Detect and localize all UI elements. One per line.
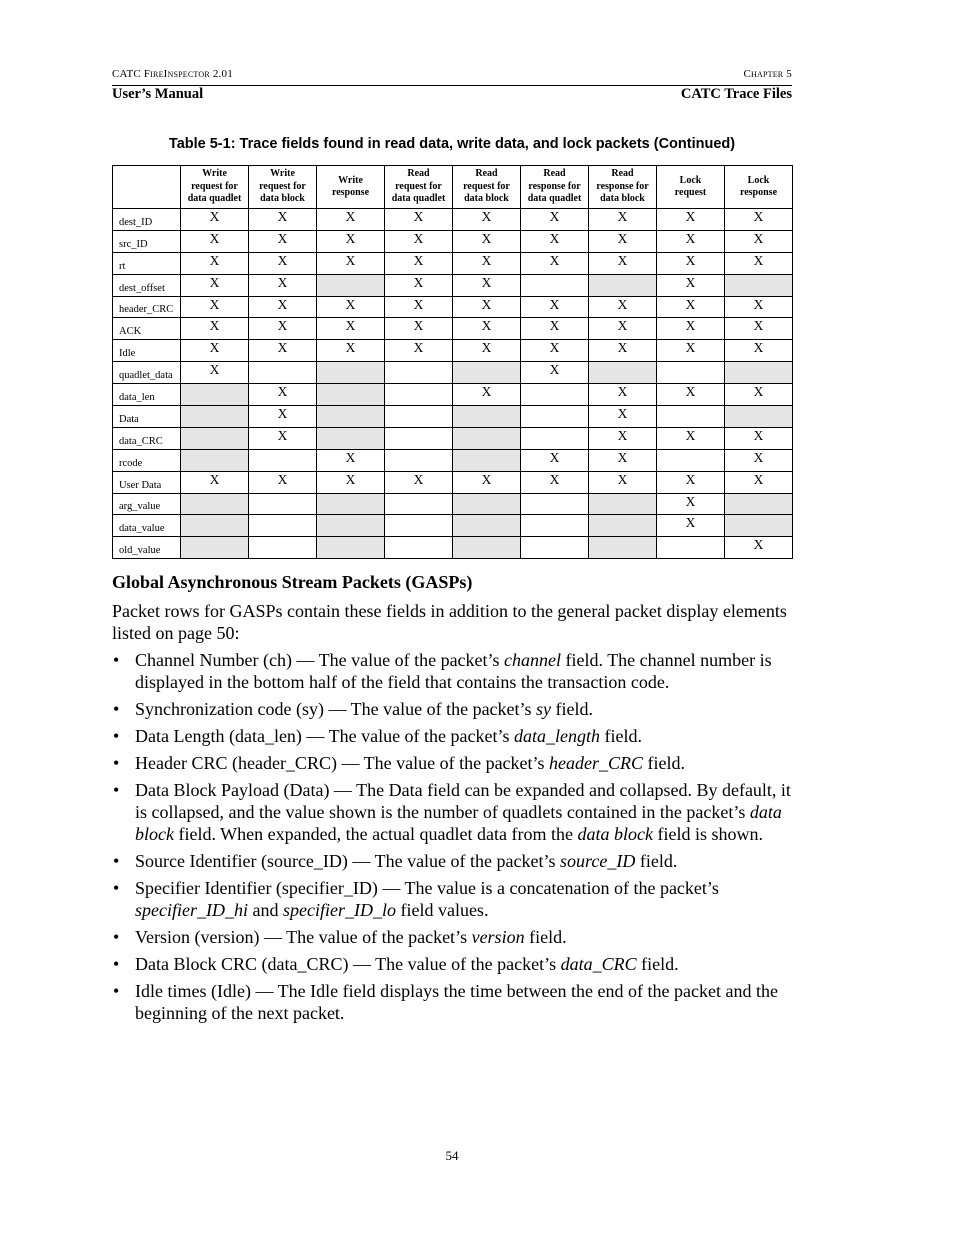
column-header-line: response: [739, 187, 778, 198]
table-cell: X: [521, 471, 589, 493]
table-cell: X: [453, 252, 521, 274]
row-label: old_value: [113, 537, 181, 559]
table-cell: X: [589, 296, 657, 318]
table-cell: [589, 362, 657, 384]
column-header: [385, 166, 453, 209]
product-name: CATC FireInspector 2.01: [112, 68, 233, 80]
table-cell: X: [385, 274, 453, 296]
table-cell: [385, 449, 453, 471]
table-cell: X: [589, 427, 657, 449]
bullet-item: [112, 698, 792, 720]
table-cell: X: [657, 471, 725, 493]
table-cell: X: [249, 340, 317, 362]
table-cell: X: [181, 318, 249, 340]
table-cell: X: [249, 427, 317, 449]
table-cell: X: [249, 274, 317, 296]
field-name-italic: channel: [504, 650, 562, 670]
table-row: [113, 296, 793, 318]
table-cell: X: [181, 340, 249, 362]
table-cell: [317, 537, 385, 559]
table-cell: X: [589, 252, 657, 274]
table-cell: [725, 362, 793, 384]
table-row: [113, 515, 793, 537]
table-cell: [317, 384, 385, 406]
bullet-text: field.: [524, 927, 567, 947]
table-cell: X: [521, 209, 589, 231]
table-cell: X: [657, 427, 725, 449]
table-row: [113, 384, 793, 406]
table-row: [113, 449, 793, 471]
bullet-text: and: [247, 900, 283, 920]
table-cell: [249, 537, 317, 559]
bullet-dot-icon: •: [113, 753, 120, 773]
table-cell: X: [725, 427, 793, 449]
table-cell: [181, 537, 249, 559]
row-label: Idle: [113, 340, 181, 362]
bullet-text: Data Length (data_len) — The value of the packet’s: [135, 726, 515, 746]
table-cell: [657, 362, 725, 384]
table-cell: X: [317, 449, 385, 471]
table-cell: [317, 515, 385, 537]
table-cell: X: [453, 230, 521, 252]
table-cell: [385, 537, 453, 559]
field-name-italic: sy: [536, 699, 552, 719]
table-cell: X: [589, 230, 657, 252]
table-cell: [385, 384, 453, 406]
table-cell: X: [725, 252, 793, 274]
table-cell: [589, 537, 657, 559]
table-cell: X: [317, 230, 385, 252]
column-header-line: response: [331, 187, 370, 198]
column-header-line: Read: [407, 168, 430, 180]
row-label: data_value: [113, 515, 181, 537]
table-cell: X: [521, 252, 589, 274]
field-name-italic: specifier_ID_hi: [135, 900, 248, 920]
table-cell: [521, 537, 589, 559]
row-label: quadlet_data: [113, 362, 181, 384]
table-cell: X: [181, 252, 249, 274]
table-cell: X: [657, 230, 725, 252]
column-header-line: response for: [528, 180, 581, 192]
table-cell: [181, 515, 249, 537]
bullet-text: field.: [635, 851, 678, 871]
table-cell: X: [589, 384, 657, 406]
table-cell: [657, 537, 725, 559]
table-cell: [249, 493, 317, 515]
table-cell: X: [181, 471, 249, 493]
field-name-italic: data block: [135, 802, 782, 844]
field-name-italic: source_ID: [560, 851, 636, 871]
table-cell: X: [453, 318, 521, 340]
table-cell: X: [453, 274, 521, 296]
bullet-item: [112, 752, 792, 774]
table-cell: [453, 493, 521, 515]
table-cell: [317, 362, 385, 384]
table-cell: [453, 406, 521, 428]
running-header-bottom: [112, 86, 792, 103]
table-cell: [589, 493, 657, 515]
column-header: [249, 166, 317, 209]
row-label: Data: [113, 406, 181, 428]
manual-title: User’s Manual: [112, 86, 204, 102]
table-cell: X: [385, 296, 453, 318]
table-cell: X: [725, 209, 793, 231]
table-cell: [521, 515, 589, 537]
table-cell: X: [385, 252, 453, 274]
table-cell: X: [453, 209, 521, 231]
table-cell: [453, 537, 521, 559]
table-cell: X: [725, 230, 793, 252]
table-cell: X: [589, 449, 657, 471]
table-cell: X: [181, 274, 249, 296]
table-cell: X: [521, 340, 589, 362]
table-cell: [181, 493, 249, 515]
table-cell: [453, 515, 521, 537]
table-cell: [317, 427, 385, 449]
bullet-text: field. The channel number is displayed in the bottom half of the field that contains the transaction code.: [135, 650, 772, 692]
column-header: [589, 166, 657, 209]
bullet-text: Channel Number (ch) — The value of the packet’s: [135, 650, 505, 670]
bullet-item: [112, 649, 792, 693]
table-cell: [725, 515, 793, 537]
table-cell: X: [181, 209, 249, 231]
table-cell: X: [657, 252, 725, 274]
bullet-item: [112, 953, 792, 975]
table-cell: X: [249, 230, 317, 252]
table-cell: X: [657, 209, 725, 231]
table-cell: X: [589, 318, 657, 340]
table-cell: X: [521, 296, 589, 318]
table-cell: X: [317, 471, 385, 493]
column-header-line: Read: [543, 168, 566, 180]
column-header-line: request for: [191, 180, 238, 192]
bullet-text: field. When expanded, the actual quadlet data from the: [173, 824, 578, 844]
table-cell: X: [589, 406, 657, 428]
table-row: [113, 209, 793, 231]
table-row: [113, 230, 793, 252]
row-label: src_ID: [113, 230, 181, 252]
table-row: [113, 406, 793, 428]
table-row: [113, 493, 793, 515]
table-cell: [657, 406, 725, 428]
table-cell: [385, 493, 453, 515]
table-cell: [521, 406, 589, 428]
column-header-line: data quadlet: [391, 193, 446, 205]
table-cell: X: [385, 209, 453, 231]
bullet-text: field values.: [395, 900, 489, 920]
column-header: [317, 166, 385, 209]
column-header-line: request for: [395, 180, 442, 192]
bullet-dot-icon: •: [113, 650, 120, 670]
table-cell: [725, 406, 793, 428]
column-header: [453, 166, 521, 209]
chapter-label: Chapter 5: [743, 68, 792, 80]
table-cell: X: [725, 318, 793, 340]
table-cell: X: [521, 449, 589, 471]
column-header-line: request: [674, 187, 707, 198]
table-cell: [181, 427, 249, 449]
table-cell: [385, 515, 453, 537]
row-label: dest_ID: [113, 209, 181, 231]
table-cell: X: [589, 340, 657, 362]
column-header: [521, 166, 589, 209]
bullet-text: Idle times (Idle) — The Idle field displays the time between the end of the packet and the beginning of the next packet.: [135, 981, 778, 1023]
table-cell: [725, 493, 793, 515]
table-cell: [385, 406, 453, 428]
table-cell: X: [317, 296, 385, 318]
bullet-text: Version (version) — The value of the packet’s: [135, 927, 472, 947]
running-header-top: [112, 68, 792, 84]
bullet-item: [112, 980, 792, 1024]
table-cell: X: [385, 471, 453, 493]
table-cell: [589, 515, 657, 537]
bullet-dot-icon: •: [113, 851, 120, 871]
table-cell: X: [453, 340, 521, 362]
bullet-dot-icon: •: [113, 981, 120, 1001]
column-header-line: data block: [600, 193, 645, 205]
bullet-text: Header CRC (header_CRC) — The value of the packet’s: [135, 753, 550, 773]
column-header-line: data block: [260, 193, 305, 205]
bullet-item: [112, 779, 792, 845]
table-cell: X: [589, 209, 657, 231]
table-cell: [249, 515, 317, 537]
bullet-text: field.: [600, 726, 643, 746]
bullet-item: [112, 850, 792, 872]
column-header-line: Read: [475, 168, 498, 180]
table-cell: [521, 274, 589, 296]
table-cell: X: [249, 406, 317, 428]
column-header-line: request for: [463, 180, 510, 192]
bullet-text: Data Block Payload (Data) — The Data field can be expanded and collapsed. By default, it is collapsed, and the value shown is the number of quadlets contained in the packet’s: [135, 780, 791, 822]
table-cell: [385, 362, 453, 384]
table-cell: [181, 449, 249, 471]
section-heading: Global Asynchronous Stream Packets (GASPs): [112, 572, 473, 592]
table-cell: X: [657, 515, 725, 537]
field-name-italic: header_CRC: [549, 753, 644, 773]
table-row: [113, 362, 793, 384]
row-label: arg_value: [113, 493, 181, 515]
bullet-text: Synchronization code (sy) — The value of the packet’s: [135, 699, 537, 719]
table-cell: [317, 274, 385, 296]
table-row: [113, 340, 793, 362]
table-cell: X: [317, 340, 385, 362]
bullet-dot-icon: •: [113, 954, 120, 974]
table-header-row: [113, 166, 793, 209]
row-label: ACK: [113, 318, 181, 340]
table-cell: X: [181, 296, 249, 318]
table-cell: X: [317, 209, 385, 231]
table-row: [113, 274, 793, 296]
table-cell: X: [657, 318, 725, 340]
field-bullet-list: [112, 649, 792, 1029]
table-cell: X: [249, 209, 317, 231]
table-cell: [453, 449, 521, 471]
row-label: dest_offset: [113, 274, 181, 296]
bullet-dot-icon: •: [113, 780, 120, 800]
table-cell: [657, 449, 725, 471]
column-header-line: data quadlet: [187, 193, 242, 205]
table-cell: X: [317, 318, 385, 340]
table-cell: [521, 493, 589, 515]
table-cell: X: [725, 449, 793, 471]
table-cell: X: [657, 274, 725, 296]
table-row: [113, 471, 793, 493]
bullet-item: [112, 926, 792, 948]
row-label: header_CRC: [113, 296, 181, 318]
column-header-line: data quadlet: [527, 193, 582, 205]
table-cell: X: [385, 230, 453, 252]
row-label: data_CRC: [113, 427, 181, 449]
table-row: [113, 252, 793, 274]
column-header-line: response for: [596, 180, 649, 192]
table-cell: [521, 427, 589, 449]
table-cell: X: [657, 340, 725, 362]
table-row: [113, 537, 793, 559]
table-row: [113, 427, 793, 449]
table-cell: [317, 406, 385, 428]
bullet-item: [112, 877, 792, 921]
bullet-dot-icon: •: [113, 726, 120, 746]
column-header-line: Write: [202, 168, 227, 180]
column-header: [181, 166, 249, 209]
section-title: CATC Trace Files: [680, 86, 792, 102]
table-cell: [725, 274, 793, 296]
bullet-dot-icon: •: [113, 927, 120, 947]
table-cell: X: [725, 384, 793, 406]
table-cell: X: [657, 384, 725, 406]
table-cell: X: [249, 318, 317, 340]
table-caption: Table 5-1: Trace fields found in read data, write data, and lock packets (Continued): [168, 136, 736, 152]
table-cell: X: [453, 296, 521, 318]
bullet-dot-icon: •: [113, 699, 120, 719]
table-cell: X: [521, 318, 589, 340]
table-cell: [249, 449, 317, 471]
table-cell: X: [453, 471, 521, 493]
column-header: [657, 166, 725, 209]
table-cell: [521, 384, 589, 406]
row-label: rcode: [113, 449, 181, 471]
table-cell: X: [249, 296, 317, 318]
table-cell: [453, 427, 521, 449]
bullet-text: Data Block CRC (data_CRC) — The value of the packet’s: [135, 954, 561, 974]
field-name-italic: version: [471, 927, 525, 947]
bullet-text: Source Identifier (source_ID) — The value of the packet’s: [135, 851, 561, 871]
column-header-line: Lock: [679, 174, 702, 186]
field-name-italic: data_CRC: [560, 954, 637, 974]
table-cell: X: [521, 362, 589, 384]
bullet-dot-icon: •: [113, 878, 120, 898]
intro-paragraph: Packet rows for GASPs contain these fields in addition to the general packet display elements listed on page 50:: [112, 601, 787, 643]
bullet-text: field.: [636, 954, 679, 974]
row-label: data_len: [113, 384, 181, 406]
bullet-text: Specifier Identifier (specifier_ID) — The value is a concatenation of the packet’s: [135, 878, 719, 898]
table-cell: [385, 427, 453, 449]
table-cell: X: [589, 471, 657, 493]
column-header-line: Write: [270, 168, 295, 180]
table-cell: X: [521, 230, 589, 252]
row-label: User Data: [113, 471, 181, 493]
trace-fields-table: [112, 165, 793, 559]
bullet-text: field.: [551, 699, 594, 719]
table-cell: X: [725, 296, 793, 318]
table-cell: [181, 384, 249, 406]
table-cell: X: [249, 252, 317, 274]
table-cell: X: [385, 340, 453, 362]
table-row: [113, 318, 793, 340]
field-name-italic: data block: [577, 824, 653, 844]
table-cell: X: [657, 296, 725, 318]
bullet-item: [112, 725, 792, 747]
table-cell: X: [249, 471, 317, 493]
table-cell: X: [249, 384, 317, 406]
column-header: [725, 166, 793, 209]
table-cell: X: [657, 493, 725, 515]
field-name-italic: data_length: [514, 726, 601, 746]
column-header-line: Read: [611, 168, 634, 180]
bullet-text: field.: [643, 753, 686, 773]
column-header-line: Write: [338, 174, 363, 186]
table-cell: [249, 362, 317, 384]
table-cell: [453, 362, 521, 384]
column-header-line: data block: [464, 193, 509, 205]
table-cell: X: [725, 537, 793, 559]
table-cell: X: [317, 252, 385, 274]
row-label: rt: [113, 252, 181, 274]
bullet-text: field is shown.: [652, 824, 763, 844]
table-cell: [181, 406, 249, 428]
column-header-line: Lock: [747, 174, 770, 186]
table-cell: X: [725, 471, 793, 493]
table-cell: [589, 274, 657, 296]
page-number: 54: [445, 1148, 459, 1163]
table-cell: X: [725, 340, 793, 362]
table-corner-cell: [113, 166, 181, 209]
table-cell: X: [385, 318, 453, 340]
table-cell: [317, 493, 385, 515]
table-cell: X: [181, 362, 249, 384]
table-cell: X: [453, 384, 521, 406]
table-body: [113, 209, 793, 559]
column-header-line: request for: [259, 180, 306, 192]
field-name-italic: specifier_ID_lo: [282, 900, 396, 920]
table-cell: X: [181, 230, 249, 252]
